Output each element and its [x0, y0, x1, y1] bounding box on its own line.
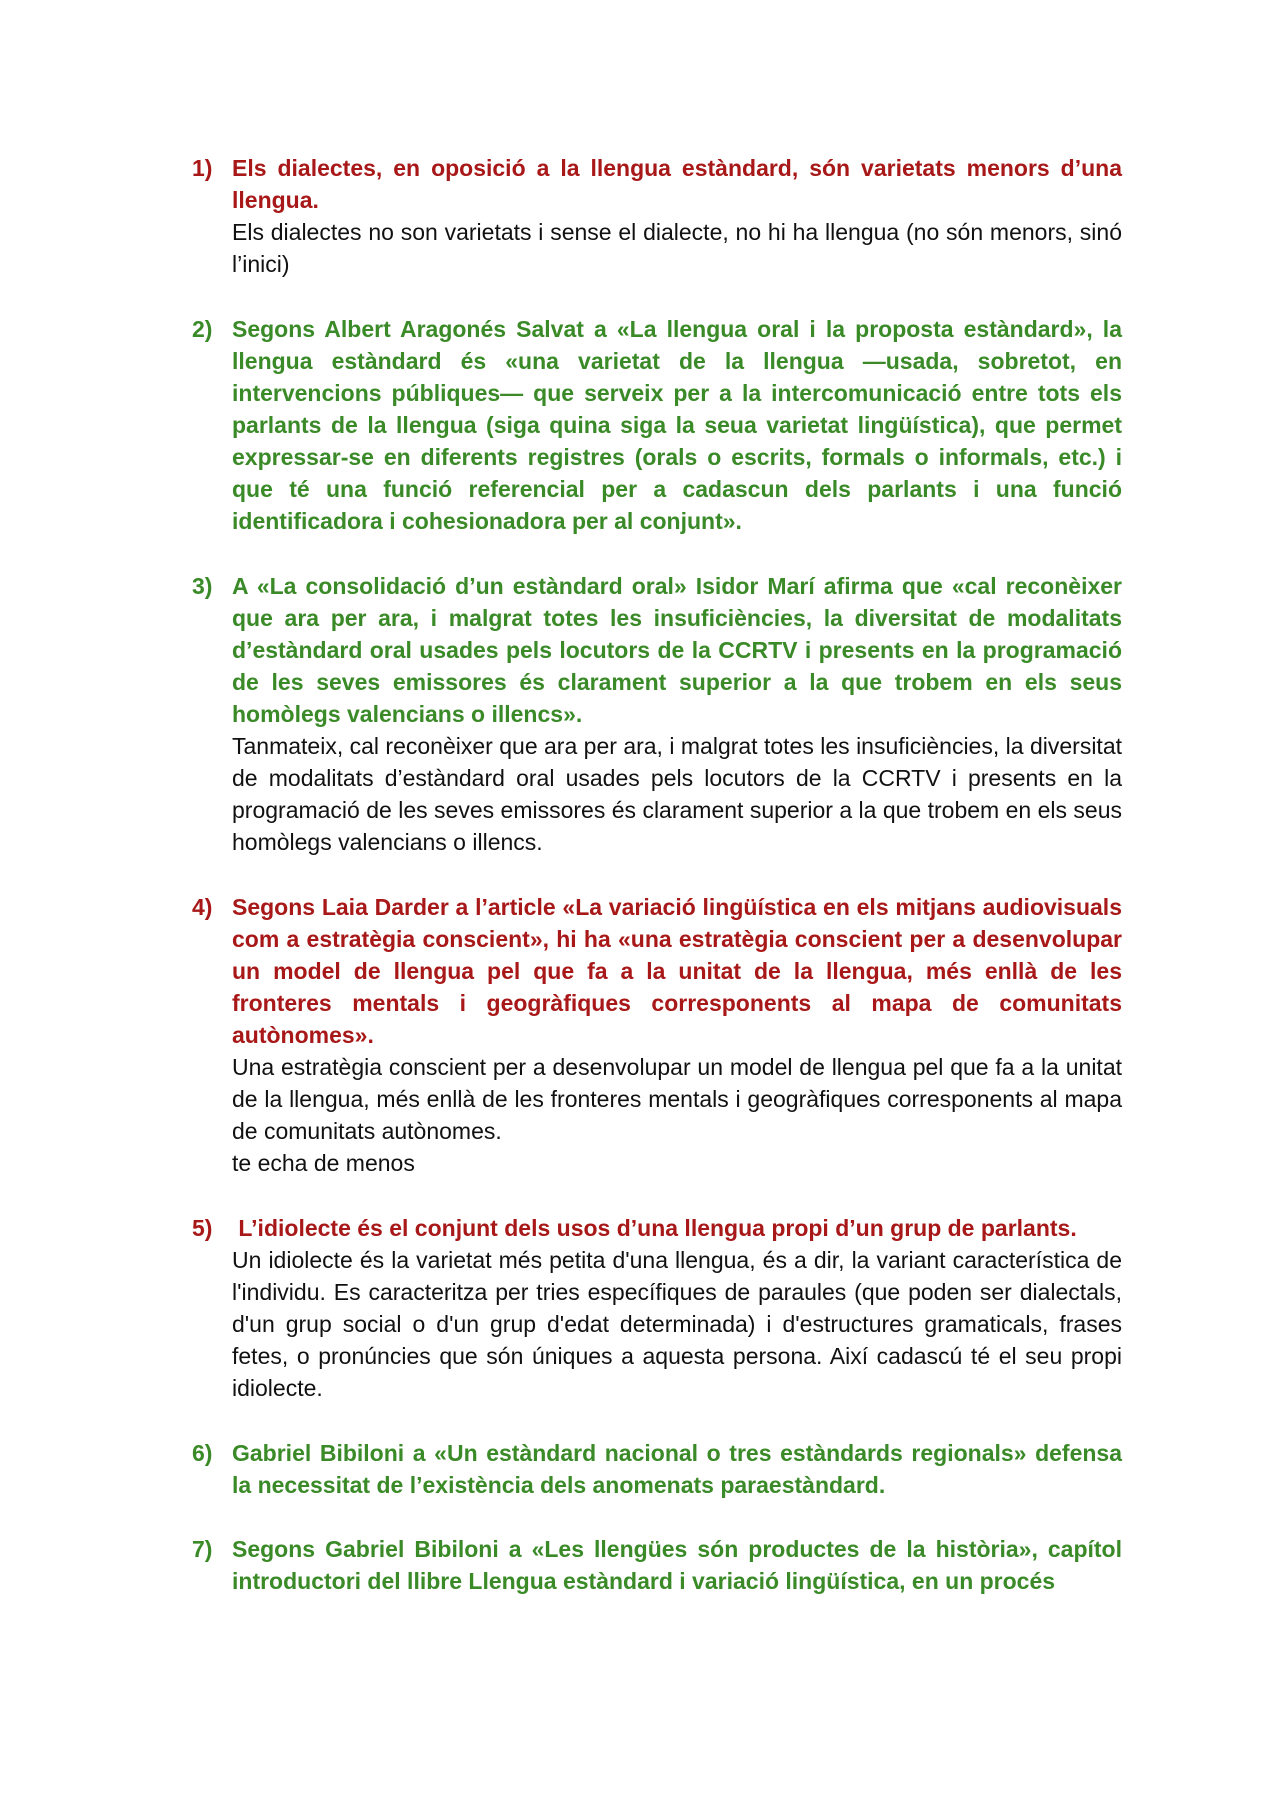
item-question: L’idiolecte és el conjunt dels usos d’una llengua propi d’un grup de parlants. [232, 1215, 1077, 1241]
item-answer: Una estratègia conscient per a desenvolupar un model de llengua pel que fa a la unitat de la llengua, més enllà de les fronteres mentals i geogràfiques corresponents al mapa de comunitats autònomes. [232, 1054, 1122, 1144]
item-number: 3) [192, 573, 213, 599]
item-number: 1) [192, 155, 213, 181]
list-item-6 [192, 1437, 1122, 1501]
item-content [232, 1533, 1122, 1597]
item-content [232, 313, 1122, 537]
item-answer: Els dialectes no son varietats i sense el dialecte, no hi ha llengua (no són menors, sinó l’inici) [232, 219, 1122, 277]
item-content [232, 1212, 1122, 1404]
list-item-7 [192, 1533, 1122, 1597]
item-question: Segons Gabriel Bibiloni a «Les llengües són productes de la història», capítol introductori del llibre Llengua estàndard i variació lingüística, en un procés [232, 1536, 1122, 1594]
list-item-2 [192, 313, 1122, 537]
item-question: Els dialectes, en oposició a la llengua estàndard, són varietats menors d’una llengua. [232, 155, 1122, 213]
item-question: Segons Albert Aragonés Salvat a «La llengua oral i la proposta estàndard», la llengua estàndard és «una varietat de la llengua —usada, sobretot, en intervencions públiques— que serveix per a la intercomunicació entre tots els parlants de la llengua (siga quina siga la seua varietat lingüística), que permet expressar-se en diferents registres (orals o escrits, formals o informals, etc.) i que té una funció referencial per a cadascun dels parlants i una funció identificadora i cohesionadora per al conjunt». [232, 316, 1122, 534]
list-item-4 [192, 891, 1122, 1179]
list-item-1 [192, 152, 1122, 280]
list-item-5 [192, 1212, 1122, 1404]
item-content [232, 1437, 1122, 1501]
item-content [232, 891, 1122, 1179]
item-question: A «La consolidació d’un estàndard oral» Isidor Marí afirma que «cal reconèixer que ara per ara, i malgrat totes les insuficiències, la diversitat de modalitats d’estàndard oral usades pels locutors de la CCRTV i presents en la programació de les seves emissores és clarament superior a la que trobem en els seus homòlegs valencians o illencs». [232, 573, 1122, 727]
item-answer: Un idiolecte és la varietat més petita d'una llengua, és a dir, la variant característica de l'individu. Es caracteritza per tries específiques de paraules (que poden ser dialectals, d'un grup social o d'un grup d'edat determinada) i d'estructures gramaticals, frases fetes, o pronúncies que són úniques a aquesta persona. Així cadascú té el seu propi idiolecte. [232, 1247, 1122, 1401]
item-note: te echa de menos [232, 1150, 415, 1176]
item-answer: Tanmateix, cal reconèixer que ara per ara, i malgrat totes les insuficiències, la diversitat de modalitats d’estàndard oral usades pels locutors de la CCRTV i presents en la programació de les seves emissores és clarament superior a la que trobem en els seus homòlegs valencians o illencs. [232, 733, 1122, 855]
list-item-3 [192, 570, 1122, 858]
item-number: 7) [192, 1536, 213, 1562]
item-content [232, 570, 1122, 858]
item-question: Segons Laia Darder a l’article «La variació lingüística en els mitjans audiovisuals com a estratègia conscient», hi ha «una estratègia conscient per a desenvolupar un model de llengua pel que fa a la unitat de la llengua, més enllà de les fronteres mentals i geogràfiques corresponents al mapa de comunitats autònomes». [232, 894, 1122, 1048]
item-number: 4) [192, 894, 213, 920]
item-number: 5) [192, 1215, 213, 1241]
item-question: Gabriel Bibiloni a «Un estàndard nacional o tres estàndards regionals» defensa la necessitat de l’existència dels anomenats paraestàndard. [232, 1440, 1122, 1498]
item-content [232, 152, 1122, 280]
item-number: 2) [192, 316, 213, 342]
item-number: 6) [192, 1440, 213, 1466]
